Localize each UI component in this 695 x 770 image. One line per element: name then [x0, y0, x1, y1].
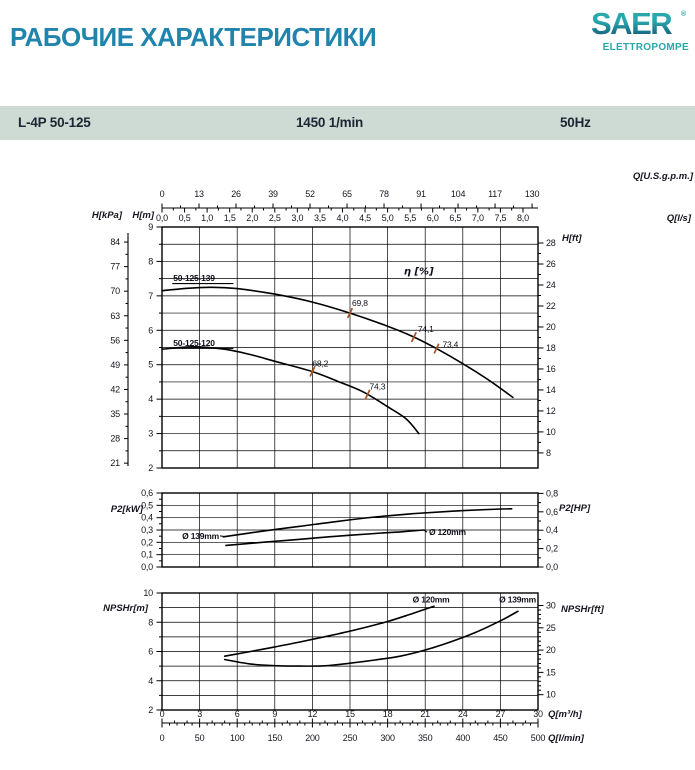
tick-label: 24 [457, 709, 468, 719]
tick-label: 70 [110, 286, 120, 297]
tick-label: 0,4 [546, 525, 558, 536]
tick-label: 10 [546, 689, 556, 700]
page-title: РАБОЧИЕ ХАРАКТЕРИСТИКИ [10, 22, 377, 52]
tick-label: 52 [305, 189, 315, 199]
axis-unit-lmin: Q[l/min] [548, 733, 584, 744]
tick-label: 24 [546, 280, 556, 291]
pump-speed: 1450 1/min [296, 115, 364, 130]
tick-label: 3 [197, 709, 203, 719]
tick-label: 0,2 [546, 543, 558, 554]
efficiency-value: 74,1 [417, 324, 434, 335]
tick-label: 13 [194, 189, 204, 199]
pump-frequency: 50Hz [560, 115, 591, 130]
tick-label: 5 [148, 359, 153, 370]
tick-label: 300 [380, 733, 395, 743]
tick-label: 50 [194, 733, 205, 743]
tick-label: 6 [148, 325, 153, 336]
tick-label: 16 [546, 363, 556, 374]
efficiency-value: 74,3 [369, 381, 386, 392]
tick-label: 2,5 [268, 213, 281, 223]
efficiency-axis-label: η [%] [403, 266, 434, 278]
tick-label: 10 [143, 588, 153, 598]
tick-label: 21 [110, 458, 120, 469]
tick-label: 0,1 [141, 549, 153, 560]
tick-label: 7,5 [494, 213, 507, 223]
tick-label: 35 [110, 409, 120, 420]
tick-label: 2,0 [246, 213, 259, 223]
axis-unit-m3h: Q[m³/h] [548, 709, 582, 720]
tick-label: 500 [530, 733, 546, 743]
power-curve-label: Ø 139mm [182, 530, 220, 541]
tick-label: 9 [272, 709, 278, 719]
tick-label: 0,3 [141, 525, 153, 535]
tick-label: 8 [148, 617, 153, 628]
tick-label: 15 [546, 667, 556, 678]
efficiency-value: 73,4 [442, 339, 459, 350]
tick-label: 117 [488, 189, 502, 199]
tick-label: 0,6 [546, 506, 558, 517]
tick-label: 9 [148, 222, 153, 232]
tick-label: 12 [546, 405, 556, 416]
axis-unit-hft: H[ft] [562, 233, 582, 244]
tick-label: 28 [546, 238, 556, 249]
npsh-curve-Ø139mm [225, 611, 518, 666]
tick-label: 56 [110, 335, 120, 346]
npsh-chart [103, 588, 604, 715]
tick-label: 78 [379, 189, 389, 199]
tick-label: 25 [546, 622, 556, 633]
tick-label: 18 [382, 709, 393, 719]
tick-label: 0,8 [546, 488, 558, 499]
logo-text: SAER [591, 6, 672, 40]
tick-label: 0,0 [141, 562, 153, 572]
tick-label: 2 [148, 705, 153, 715]
tick-label: 7 [148, 290, 153, 301]
top-flow-axis [92, 171, 694, 224]
tick-label: 0,0 [156, 213, 168, 223]
tick-label: 1,0 [201, 213, 214, 223]
tick-label: 0,0 [546, 562, 558, 572]
tick-label: 27 [495, 709, 506, 719]
axis-unit-p2hp: P2[HP] [559, 503, 591, 514]
tick-label: 450 [493, 733, 508, 743]
power-curve-Ø139mm [223, 509, 511, 537]
tick-label: 4,5 [359, 213, 372, 223]
tick-label: 150 [267, 733, 283, 743]
tick-label: 5,0 [381, 213, 394, 223]
tick-label: 21 [420, 709, 431, 719]
tick-label: 0,6 [141, 488, 153, 498]
power-chart [111, 488, 591, 572]
tick-label: 84 [110, 237, 120, 248]
efficiency-value: 69,8 [352, 298, 368, 309]
tick-label: 0,5 [141, 500, 153, 511]
tick-label: 350 [417, 733, 433, 743]
tick-label: 10 [546, 426, 556, 437]
tick-label: 130 [524, 189, 540, 199]
tick-label: 8,0 [516, 213, 529, 223]
tick-label: 26 [231, 189, 241, 199]
tick-label: 12 [307, 709, 318, 719]
tick-label: 6 [234, 709, 240, 719]
tick-label: 250 [342, 733, 358, 743]
tick-label: 0 [159, 733, 165, 743]
tick-label: 65 [342, 189, 352, 199]
tick-label: 42 [110, 384, 120, 395]
tick-label: 4 [148, 394, 153, 405]
tick-label: 0 [159, 709, 165, 719]
tick-label: 28 [110, 433, 120, 444]
tick-label: 20 [546, 645, 556, 656]
bottom-flow-axis [160, 709, 585, 744]
axis-unit-kpa: H[kPa] [91, 210, 122, 221]
tick-label: 104 [450, 189, 466, 199]
tick-label: 26 [546, 259, 556, 270]
tick-label: 4 [148, 675, 153, 686]
tick-label: 2 [148, 463, 153, 473]
tick-label: 3,0 [291, 213, 304, 223]
tick-label: 6,5 [449, 213, 462, 223]
head-chart [148, 222, 582, 473]
tick-label: 77 [110, 261, 120, 272]
tick-label: 22 [546, 300, 556, 311]
axis-unit-ls: Q[l/s] [666, 213, 691, 224]
tick-label: 15 [345, 709, 355, 719]
tick-label: 400 [455, 733, 471, 743]
head-kpa-rail [110, 233, 128, 468]
tick-label: 14 [546, 384, 556, 395]
npsh-curve-Ø120mm [225, 606, 434, 656]
tick-label: 39 [268, 189, 278, 199]
tick-label: 0,5 [178, 213, 191, 223]
tick-label: 3,5 [313, 213, 326, 223]
head-curve-label: 50-125-139 [173, 273, 215, 284]
tick-label: 18 [546, 342, 556, 353]
tick-label: 0,4 [141, 512, 153, 523]
tick-label: 30 [533, 709, 543, 719]
tick-label: 6,0 [426, 213, 439, 223]
logo-registered-mark: ® [681, 11, 687, 18]
tick-label: 5,5 [404, 213, 417, 223]
head-curve-label: 50-125-120 [173, 337, 215, 348]
tick-label: 20 [546, 321, 556, 332]
tick-label: 100 [229, 733, 245, 743]
axis-unit-p2kw: P2[kW] [110, 504, 143, 515]
efficiency-value: 68,2 [312, 358, 329, 369]
tick-label: 8 [148, 256, 153, 267]
power-curve-label: Ø 120mm [428, 527, 466, 538]
tick-label: 1,5 [223, 213, 236, 223]
npsh-curve-label: Ø 139mm [499, 594, 537, 605]
pump-model: L-4P 50-125 [18, 115, 91, 130]
tick-label: 8 [546, 447, 551, 458]
tick-label: 49 [110, 359, 120, 370]
axis-unit-m: H[m] [132, 210, 154, 221]
tick-label: 0,2 [141, 537, 153, 548]
npsh-curve-label: Ø 120mm [412, 594, 450, 605]
tick-label: 0 [159, 189, 165, 199]
logo-subtitle: ELETTROPOMPE [602, 42, 689, 53]
tick-label: 200 [305, 733, 320, 743]
tick-label: 7,0 [471, 213, 484, 223]
tick-label: 91 [416, 189, 426, 199]
tick-label: 6 [148, 646, 153, 657]
tick-label: 4,0 [336, 213, 349, 223]
tick-label: 63 [110, 310, 120, 321]
tick-label: 30 [546, 600, 556, 611]
axis-unit-npshft: NPSHr[ft] [561, 604, 604, 615]
axis-unit-gpm: Q[U.S.g.p.m.] [632, 171, 693, 182]
axis-unit-npshm: NPSHr[m] [103, 603, 148, 614]
tick-label: 3 [148, 428, 153, 439]
